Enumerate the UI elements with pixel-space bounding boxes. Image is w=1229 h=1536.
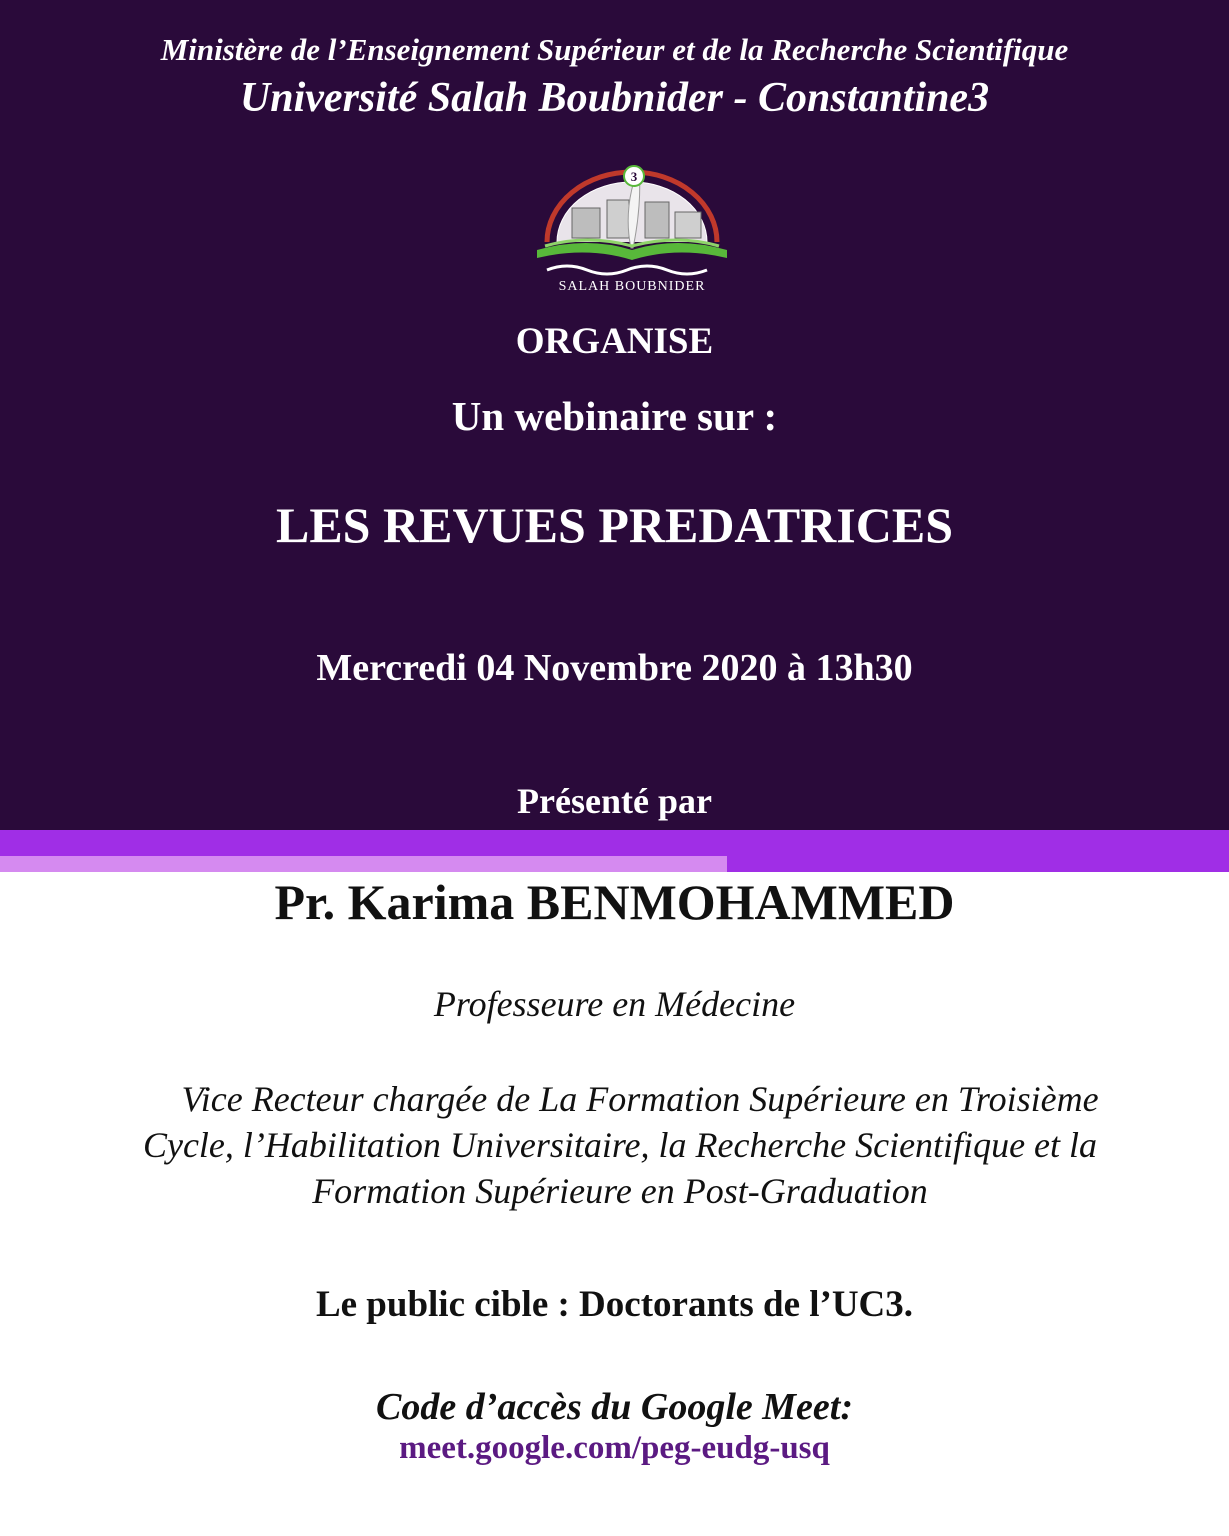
logo-badge-number: 3	[630, 169, 638, 184]
speaker-role: Professeure en Médecine	[433, 984, 796, 1024]
university-logo	[527, 150, 737, 296]
presented-by-label: Présenté par	[517, 781, 712, 821]
description-line: Formation Supérieure en Post-Graduation	[312, 1171, 928, 1211]
event-title: LES REVUES PREDATRICES	[275, 497, 954, 553]
divider-band-light	[0, 856, 727, 872]
description-line: Vice Recteur chargée de La Formation Supérieure en Troisième	[181, 1079, 1099, 1119]
webinar-intro: Un webinaire sur :	[451, 393, 778, 439]
divider-band	[0, 830, 1229, 856]
access-code-label: Code d’accès du Google Meet:	[376, 1386, 853, 1428]
university-title: Université Salah Boubnider - Constantine3	[239, 75, 990, 121]
divider-band-right	[727, 856, 1229, 872]
speaker-description	[40, 1076, 1200, 1214]
meet-link[interactable]: meet.google.com/peg-eudg-usq	[399, 1430, 830, 1466]
logo-caption: SALAH BOUBNIDER	[558, 279, 706, 294]
target-audience: Le public cible : Doctorants de l’UC3.	[315, 1284, 914, 1325]
speaker-name: Pr. Karima BENMOHAMMED	[274, 874, 955, 930]
description-line: Cycle, l’Habilitation Universitaire, la Recherche Scientifique et la	[142, 1125, 1098, 1165]
event-datetime: Mercredi 04 Novembre 2020 à 13h30	[316, 647, 913, 689]
ministry-title: Ministère de l’Enseignement Supérieur et de la Recherche Scientifique	[160, 32, 1069, 67]
organise-label: ORGANISE	[515, 321, 714, 362]
